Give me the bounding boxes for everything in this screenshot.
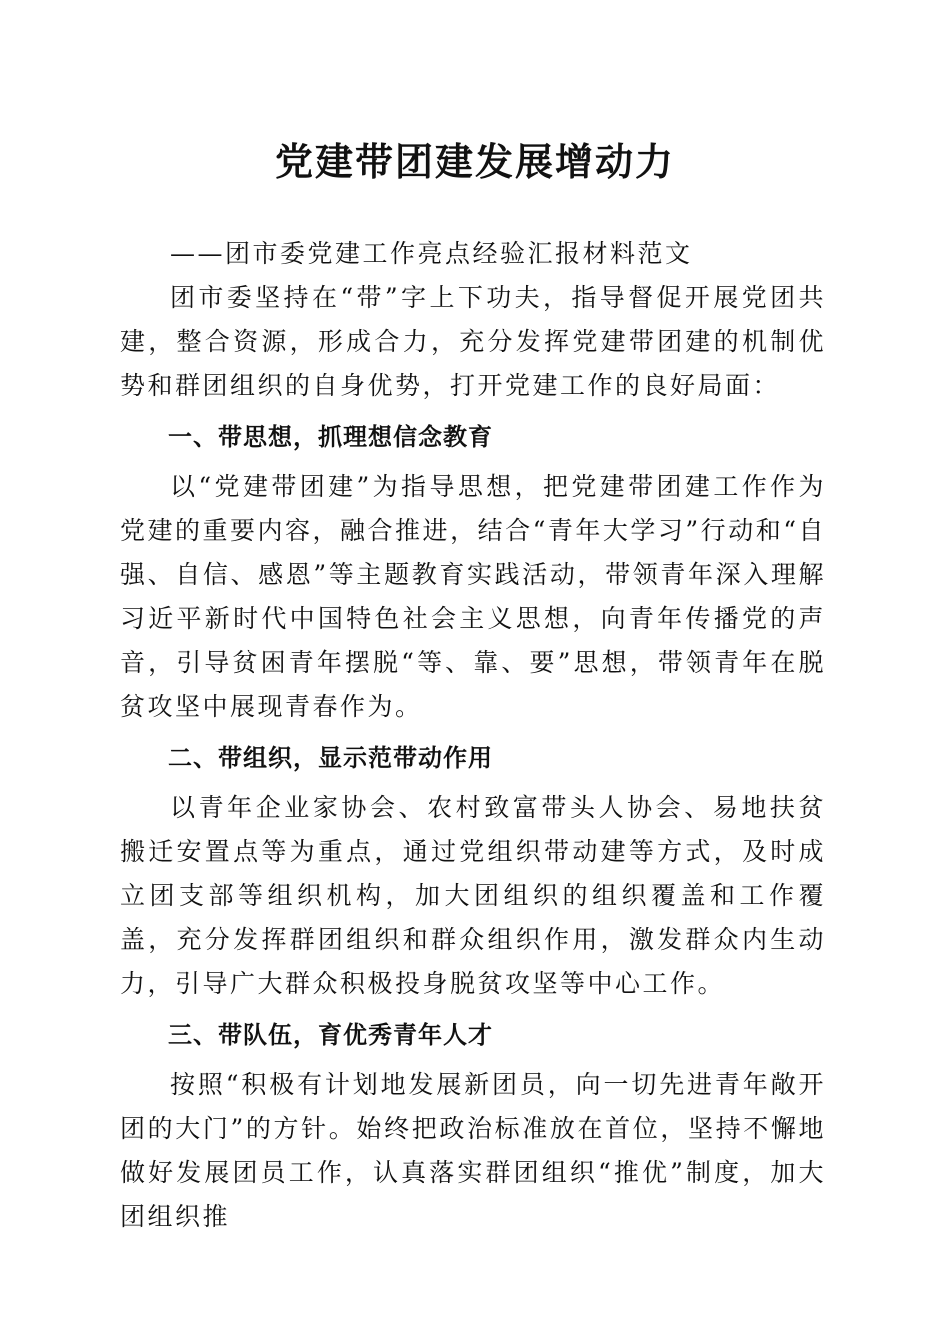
document-title: 党建带团建发展增动力 [274,139,675,184]
document-subtitle: ——团市委党建工作亮点经验汇报材料范文 [170,239,693,268]
section-heading-3: 三、带队伍，育优秀青年人才 [168,1020,493,1049]
section-paragraph-3: 按照“积极有计划地发展新团员，向一切先进青年敞开团的大门”的方针。始终把政治标准放在首位，坚持不懈地做好发展团员工作，认真落实群团组织“推优”制度，加大团组织推 [120,1070,826,1231]
intro-paragraph: 团市委坚持在“带”字上下功夫，指导督促开展党团共建，整合资源，形成合力，充分发挥党建带团建的机制优势和群团组织的自身优势，打开党建工作的良好局面： [120,283,826,400]
section-paragraph-2: 以青年企业家协会、农村致富带头人协会、易地扶贫搬迁安置点等为重点，通过党组织带动建等方式，及时成立团支部等组织机构，加大团组织的组织覆盖和工作覆盖，充分发挥群团组织和群众组织作用，激发群众内生动力，引导广大群众积极投身脱贫攻坚等中心工作。 [120,793,826,998]
document-body [120,232,826,1246]
section-heading-2: 二、带组织，显示范带动作用 [168,743,493,772]
section-paragraph-1: 以“党建带团建”为指导思想，把党建带团建工作作为党建的重要内容，融合推进，结合“青年大学习”行动和“自强、自信、感恩”等主题教育实践活动，带领青年深入理解习近平新时代中国特色社会主义思想，向青年传播党的声音，引导贫困青年摆脱“等、靠、要”思想，带领青年在脱贫攻坚中展现青春作为。 [120,472,826,721]
section-heading-1: 一、带思想，抓理想信念教育 [168,422,493,451]
